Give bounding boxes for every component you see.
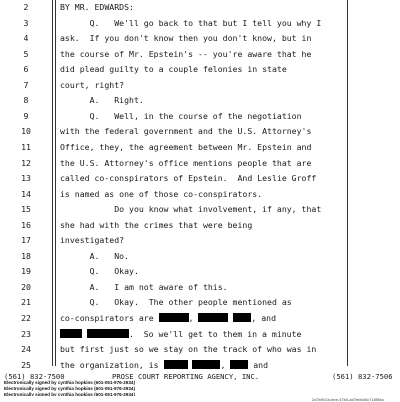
transcript-line xyxy=(0,92,400,108)
line-text xyxy=(60,170,316,186)
text-segment: Q. Okay. The other people mentioned as xyxy=(60,297,292,308)
transcript-line xyxy=(0,310,400,326)
transcript-line xyxy=(0,61,400,77)
line-text xyxy=(60,248,129,264)
line-text xyxy=(60,341,316,357)
transcript-line xyxy=(0,248,400,264)
text-segment: , xyxy=(220,359,231,370)
text-segment: , and xyxy=(251,313,277,323)
text-segment: A. Right. xyxy=(60,95,144,106)
line-text xyxy=(60,279,228,295)
line-text xyxy=(60,108,302,124)
line-number: 2 xyxy=(23,2,29,12)
redaction-box xyxy=(230,360,248,369)
transcript-line xyxy=(0,30,400,46)
line-number: 8 xyxy=(23,95,29,106)
text-segment: . So we'll get to them in a minute xyxy=(128,328,302,339)
text-segment: with the federal government and the U.S. Attorney's xyxy=(60,126,312,137)
line-number: 18 xyxy=(21,250,31,261)
line-text xyxy=(60,263,139,279)
line-number: 22 xyxy=(21,313,31,323)
text-segment: the course of Mr. Epstein's -- you're aware that he xyxy=(60,48,312,59)
text-segment: Q. Well, in the course of the negotiation xyxy=(60,110,302,121)
line-text xyxy=(60,294,292,310)
redaction-box xyxy=(87,329,129,338)
line-number: 15 xyxy=(21,204,31,215)
text-segment: , xyxy=(188,313,199,323)
line-text xyxy=(60,46,311,62)
line-number: 20 xyxy=(21,281,31,292)
transcript-line xyxy=(0,232,400,248)
esign-line: Electronically signed by cynthia hopkins (601-051-976-2934) xyxy=(4,386,135,391)
text-segment: and xyxy=(248,359,269,370)
redaction-box xyxy=(164,360,188,369)
text-segment: Q. We'll go back to that but I tell you why I xyxy=(60,17,322,28)
transcript-line xyxy=(0,170,400,186)
line-number: 25 xyxy=(21,359,31,370)
line-text xyxy=(60,186,262,202)
line-text xyxy=(60,30,311,46)
text-segment: the U.S. Attorney's office mentions people that are xyxy=(60,157,312,168)
line-text xyxy=(60,0,134,15)
line-text xyxy=(60,77,124,93)
text-segment: A. I am not aware of this. xyxy=(60,281,228,292)
line-number: 21 xyxy=(21,297,31,308)
line-number: 6 xyxy=(23,64,29,75)
line-number: 4 xyxy=(23,33,29,44)
line-number: 19 xyxy=(21,266,31,277)
transcript-line xyxy=(0,155,400,171)
line-text xyxy=(60,326,301,342)
line-number: 12 xyxy=(21,157,31,168)
text-segment: she had with the crimes that were being xyxy=(60,219,253,230)
text-segment: A. No. xyxy=(60,250,130,261)
transcript-line xyxy=(0,341,400,357)
line-text xyxy=(60,92,144,108)
line-text xyxy=(60,232,124,248)
line-number: 10 xyxy=(21,126,31,137)
transcript-line xyxy=(0,279,400,295)
line-text xyxy=(60,61,287,77)
transcript-line xyxy=(0,201,400,217)
redaction-box xyxy=(198,313,228,322)
line-text xyxy=(60,217,252,233)
text-segment: ask. If you don't know then you don't know, but in xyxy=(60,33,312,44)
line-number: 5 xyxy=(23,48,29,59)
text-segment: called co-conspirators of Epstein. And Leslie Groff xyxy=(60,173,317,184)
text-segment: court, right? xyxy=(60,79,125,90)
text-segment: BY MR. EDWARDS: xyxy=(60,2,134,12)
line-number: 17 xyxy=(21,235,31,246)
footer-agency: PROSE COURT REPORTING AGENCY, INC. xyxy=(112,372,260,381)
footer-phone-right: (561) 832-7506 xyxy=(332,372,393,381)
transcript-line xyxy=(0,326,400,342)
line-text xyxy=(60,310,276,326)
line-text xyxy=(60,123,311,139)
transcript-line xyxy=(0,77,400,93)
transcript-line xyxy=(0,46,400,62)
line-number: 13 xyxy=(21,173,31,184)
esign-line: Electronically signed by cynthia hopkins (601-051-976-2934) xyxy=(4,380,135,385)
redaction-box xyxy=(159,313,189,322)
transcript-line xyxy=(0,15,400,31)
transcript-line xyxy=(0,108,400,124)
line-number: 24 xyxy=(21,344,31,355)
esign-line: Electronically signed by cynthia hopkins (601-051-976-2934) xyxy=(4,392,135,396)
line-number: 3 xyxy=(23,17,29,28)
transcript-line xyxy=(0,294,400,310)
line-number: 7 xyxy=(23,79,29,90)
transcript-line xyxy=(0,0,400,15)
line-text xyxy=(60,139,311,155)
document-hash: 2d7b901b-bee-47b0-ad7ebb40c7185fda xyxy=(312,397,384,402)
transcript-line xyxy=(0,263,400,279)
transcript-line xyxy=(0,217,400,233)
line-number: 16 xyxy=(21,219,31,230)
footer-phone-left: (561) 832-7500 xyxy=(4,372,65,381)
text-segment: but first just so we stay on the track of who was in xyxy=(60,344,317,355)
line-text xyxy=(60,15,321,31)
text-segment: Office, they, the agreement between Mr. Epstein and xyxy=(60,141,312,152)
redaction-box xyxy=(192,360,220,369)
redaction-box xyxy=(60,329,82,338)
line-text xyxy=(60,155,311,171)
text-segment: co-conspirators are xyxy=(60,313,159,323)
text-segment: the organization, is xyxy=(60,359,164,370)
text-segment: investigated? xyxy=(60,235,125,246)
line-number: 23 xyxy=(21,328,31,339)
text-segment: Do you know what involvement, if any, that xyxy=(60,204,322,215)
line-number: 14 xyxy=(21,188,31,199)
text-segment: did plead guilty to a couple felonies in state xyxy=(60,64,287,75)
transcript-line xyxy=(0,123,400,139)
line-number: 9 xyxy=(23,110,29,121)
text-segment: Q. Okay. xyxy=(60,266,139,277)
transcript-line xyxy=(0,139,400,155)
redaction-box xyxy=(233,313,251,322)
transcript-line xyxy=(0,186,400,202)
line-number: 11 xyxy=(21,141,31,152)
text-segment: is named as one of those co-conspirators. xyxy=(60,188,263,199)
line-text xyxy=(60,201,321,217)
